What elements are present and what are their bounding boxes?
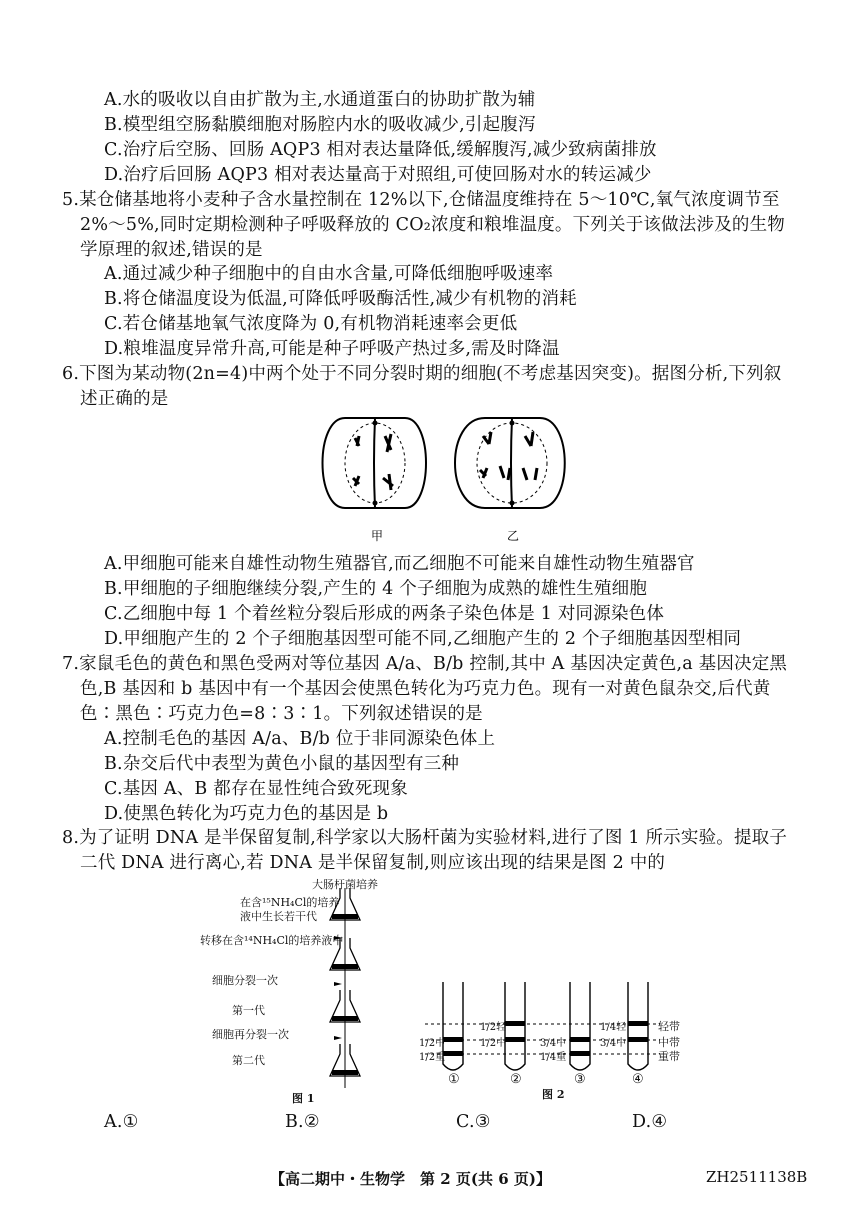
q7-option-a: A.控制毛色的基因 A/a、B/b 位于非同源染色体上	[104, 729, 496, 749]
t2-light-label: 1/2轻	[480, 1022, 507, 1033]
light-band-label: 轻带	[658, 1020, 680, 1033]
q8-option-c: C.③	[456, 1112, 491, 1132]
figure-2	[410, 976, 700, 1106]
cell-yi-outline	[455, 418, 565, 508]
fig1-title: 大肠杆菌培养	[312, 878, 378, 891]
q4-option-d: D.治疗后回肠 AQP3 相对表达量高于对照组,可使回肠对水的转运减少	[104, 165, 652, 185]
paper-code: ZH2511138B	[706, 1168, 808, 1186]
q4-option-c: C.治疗后空肠、回肠 AQP3 相对表达量降低,缓解腹泻,减少致病菌排放	[104, 140, 657, 160]
mid-band-label: 中带	[658, 1036, 680, 1049]
q5-option-d: D.粮堆温度异常升高,可能是种子呼吸产热过多,需及时降温	[104, 339, 560, 359]
t2-mid-label: 1/2中	[480, 1038, 507, 1049]
fig1-flasks	[190, 876, 390, 1106]
q8-option-a: A.①	[104, 1112, 139, 1132]
fig1-gen1: 第一代	[232, 1004, 265, 1017]
t4-light-label: 1/4轻	[600, 1022, 627, 1033]
cell-jia-label: 甲	[371, 529, 384, 543]
q7-stem-line3: 色∶黑色∶巧克力色=8∶3∶1。下列叙述错误的是	[80, 704, 483, 724]
fig1-step3: 细胞分裂一次	[212, 974, 278, 987]
fig1-step2: 转移在含¹⁴NH₄Cl的培养液中	[200, 934, 344, 947]
q4-option-b: B.模型组空肠黏膜细胞对肠腔内水的吸收减少,引起腹泻	[104, 115, 536, 135]
figure-1	[190, 876, 390, 1106]
q7-option-d: D.使黑色转化为巧克力色的基因是 b	[104, 804, 389, 824]
cell-yi-label: 乙	[507, 529, 520, 543]
q8-stem-line1: 8.为了证明 DNA 是半保留复制,科学家以大肠杆菌为实验材料,进行了图 1 所示实验。提取子	[62, 828, 788, 848]
fig1-step4: 细胞再分裂一次	[212, 1028, 289, 1041]
t4-mid-label: 3/4中	[600, 1038, 627, 1049]
q6-cell-figure	[315, 408, 575, 548]
q6-stem-line1: 6.下图为某动物(2n=4)中两个处于不同分裂时期的细胞(不考虑基因突变)。据图分析,下列叙	[62, 364, 782, 384]
fig2-caption: 图 2	[542, 1088, 565, 1101]
fig1-gen2: 第二代	[232, 1054, 265, 1067]
q8-option-d: D.④	[632, 1112, 668, 1132]
q7-stem-line2: 色,B 基因和 b 基因中有一个基因会使黑色转化为巧克力色。现有一对黄色鼠杂交,后代黄	[80, 679, 771, 699]
q7-option-c: C.基因 A、B 都存在显性纯合致死现象	[104, 779, 408, 799]
q6-option-b: B.甲细胞的子细胞继续分裂,产生的 4 个子细胞为成熟的雄性生殖细胞	[104, 579, 648, 599]
q8-stem-line2: 二代 DNA 进行离心,若 DNA 是半保留复制,则应该出现的结果是图 2 中的	[80, 853, 666, 873]
tube-1-number: ①	[448, 1072, 460, 1087]
tube-4-number: ④	[632, 1072, 644, 1087]
tube-3-number: ③	[574, 1072, 586, 1087]
page-footer: 【高二期中・生物学 第 2 页(共 6 页)】	[270, 1170, 551, 1188]
tube-3	[570, 982, 590, 1070]
q5-stem-line1: 5.某仓储基地将小麦种子含水量控制在 12%以下,仓储温度维持在 5～10℃,氧气浓度调节至	[62, 190, 780, 210]
t3-mid-label: 3/4中	[540, 1038, 567, 1049]
q6-stem-line2: 述正确的是	[80, 389, 169, 409]
heavy-band-label: 重带	[658, 1050, 680, 1063]
q5-stem-line2: 2%～5%,同时定期检测种子呼吸释放的 CO₂浓度和粮堆温度。下列关于该做法涉及的生物	[80, 215, 785, 235]
q8-option-b: B.②	[285, 1112, 320, 1132]
t1-heavy-label: 1/2重	[419, 1052, 446, 1063]
cell-jia-outline	[323, 418, 427, 508]
q6-option-c: C.乙细胞中每 1 个着丝粒分裂后形成的两条子染色体是 1 对同源染色体	[104, 604, 665, 624]
q5-option-a: A.通过减少种子细胞中的自由水含量,可降低细胞呼吸速率	[104, 264, 554, 284]
q5-option-c: C.若仓储基地氧气浓度降为 0,有机物消耗速率会更低	[104, 314, 518, 334]
tube-1	[443, 982, 463, 1070]
q6-option-a: A.甲细胞可能来自雄性动物生殖器官,而乙细胞不可能来自雄性动物生殖器官	[104, 554, 695, 574]
t1-mid-label: 1/2中	[419, 1038, 446, 1049]
q4-option-a: A.水的吸收以自由扩散为主,水通道蛋白的协助扩散为辅	[104, 90, 536, 110]
tube-2-number: ②	[510, 1072, 522, 1087]
q6-option-d: D.甲细胞产生的 2 个子细胞基因型可能不同,乙细胞产生的 2 个子细胞基因型相同	[104, 629, 742, 649]
fig1-step1b: 液中生长若干代	[240, 910, 317, 923]
fig1-caption: 图 1	[292, 1092, 315, 1105]
fig1-step1a: 在含¹⁵NH₄Cl的培养	[240, 896, 340, 909]
q5-stem-line3: 学原理的叙述,错误的是	[80, 240, 263, 260]
q5-option-b: B.将仓储温度设为低温,可降低呼吸酶活性,减少有机物的消耗	[104, 289, 577, 309]
q7-option-b: B.杂交后代中表型为黄色小鼠的基因型有三种	[104, 754, 460, 774]
t3-heavy-label: 1/4重	[540, 1052, 567, 1063]
q7-stem-line1: 7.家鼠毛色的黄色和黑色受两对等位基因 A/a、B/b 控制,其中 A 基因决定黄色,a 基因决定黑	[62, 654, 788, 674]
